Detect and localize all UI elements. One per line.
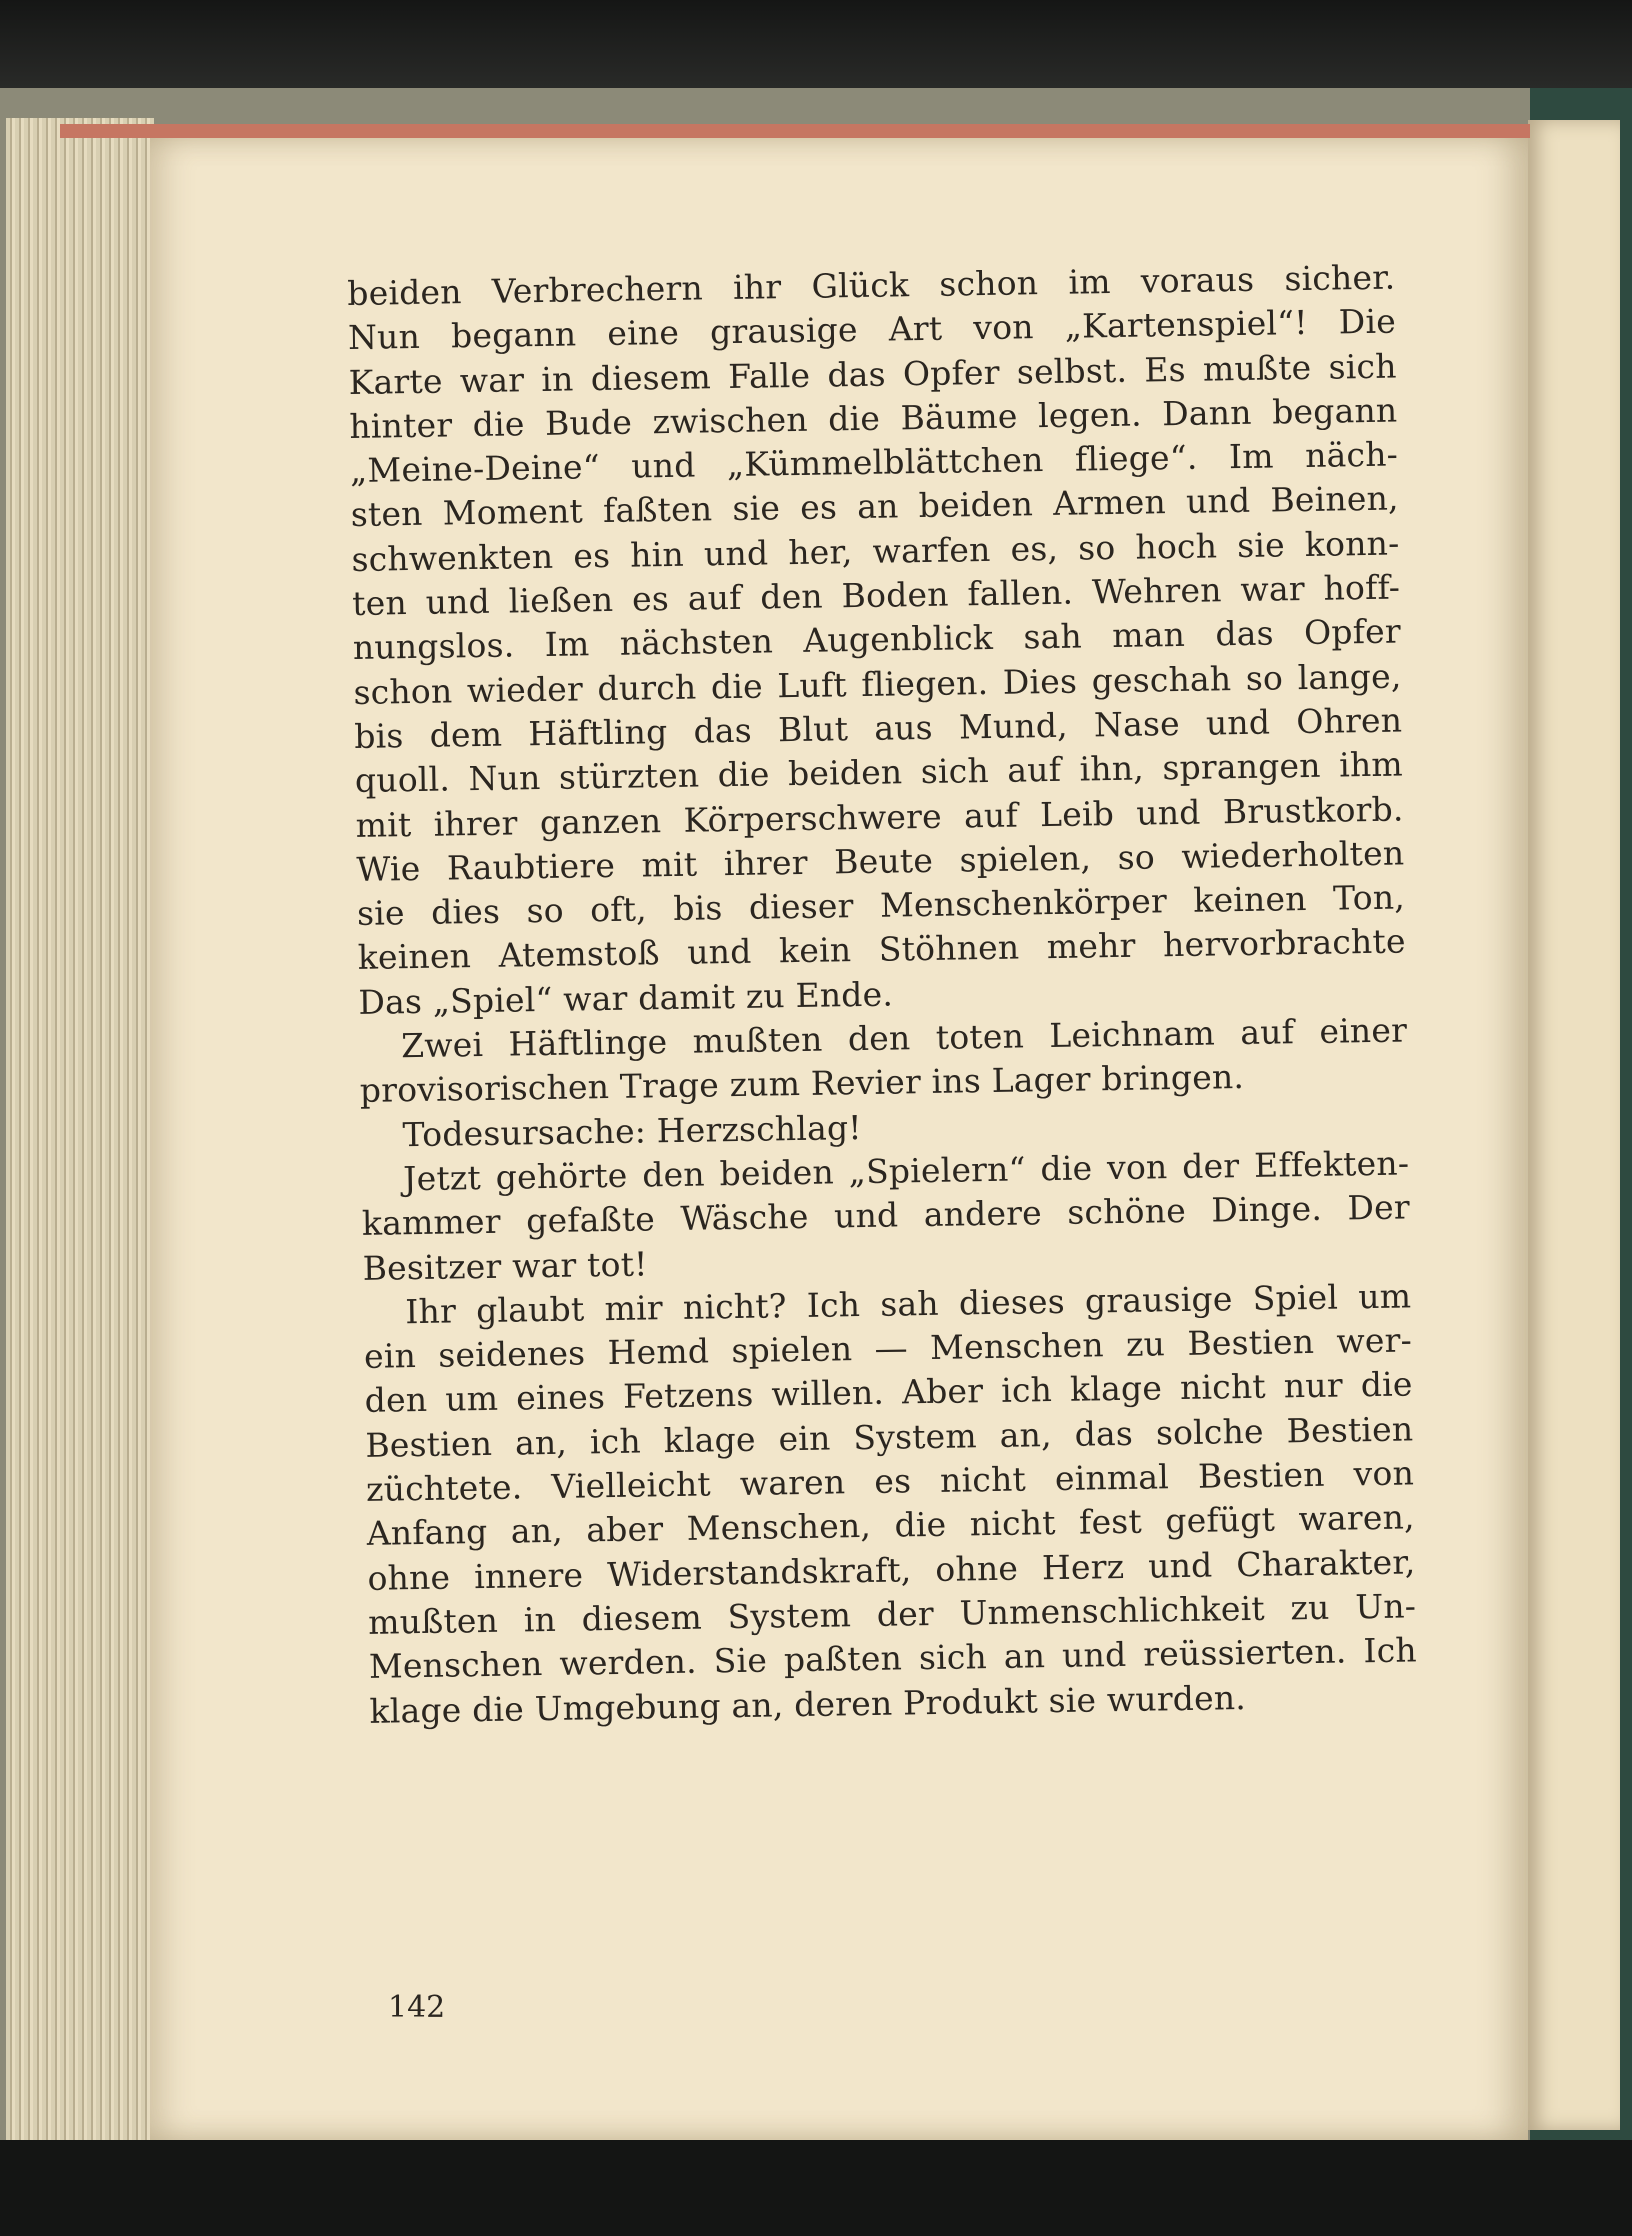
- text-line: hinter die Bude zwischen die Bäume legen. Dann begann: [349, 390, 1398, 446]
- text-line: keinen Atemstoß und kein Stöhnen mehr hervorbrachte: [357, 921, 1406, 978]
- text-line: Wie Raubtiere mit ihrer Beute spielen, so wiederholten: [356, 833, 1405, 889]
- text-line: „Meine-Deine“ und „Kümmelblättchen fliege“. Im näch-: [349, 434, 1399, 491]
- text-line: Besitzer war tot!: [362, 1243, 648, 1288]
- text-line: quoll. Nun stürzten die beiden sich auf ihn, sprangen ihm: [354, 744, 1404, 801]
- text-line: Jetzt gehörte den beiden „Spielern“ die von der Effekten-: [402, 1143, 1410, 1199]
- text-line: nungslos. Im nächsten Augenblick sah man das Opfer: [352, 611, 1402, 668]
- scan-background-bottom: [0, 2140, 1632, 2236]
- text-line: klage die Umgebung an, deren Produkt sie wurden.: [369, 1677, 1247, 1731]
- page-body-text: [347, 256, 1418, 1734]
- text-line: mußten in diesem System der Unmenschlichkeit zu Un-: [367, 1586, 1417, 1642]
- text-line: kammer gefaßte Wäsche und andere schöne Dinge. Der: [361, 1187, 1411, 1244]
- scan-background-top: [0, 0, 1632, 92]
- text-line: Nun begann eine grausige Art von „Kartenspiel“! Die: [347, 301, 1397, 358]
- text-line: ten und ließen es auf den Boden fallen. Wehren war hoff-: [351, 567, 1401, 624]
- text-line: sie dies so oft, bis dieser Menschenkörper keinen Ton,: [356, 877, 1406, 934]
- text-line: schon wieder durch die Luft fliegen. Dies geschah so lange,: [353, 656, 1402, 712]
- page-edges: [6, 118, 154, 2148]
- text-line: ohne innere Widerstandskraft, ohne Herz und Charakter,: [367, 1541, 1416, 1598]
- text-line: Bestien an, ich klage ein System an, das solche Bestien: [365, 1409, 1414, 1465]
- text-line: Menschen werden. Sie paßten sich an und reüssierten. Ich: [368, 1630, 1418, 1687]
- text-line: provisorischen Trage zum Revier ins Lager bringen.: [359, 1057, 1245, 1111]
- text-line: Todesursache: Herzschlag!: [402, 1107, 862, 1154]
- text-line: Ihr glaubt mir nicht? Ich sah dieses grausige Spiel um: [405, 1276, 1412, 1332]
- text-line: Karte war in diesem Falle das Opfer selbst. Es mußte sich: [348, 346, 1397, 402]
- page-number: 142: [388, 1990, 446, 2025]
- text-line: Anfang an, aber Menschen, die nicht fest gefügt waren,: [366, 1497, 1415, 1554]
- text-line: ein seidenes Hemd spielen — Menschen zu Bestien wer-: [363, 1320, 1413, 1376]
- red-top-edge: [60, 124, 1530, 138]
- text-line: züchtete. Vielleicht waren es nicht einmal Bestien von: [365, 1453, 1415, 1509]
- text-line: schwenkten es hin und her, warfen es, so hoch sie konn-: [351, 523, 1400, 579]
- text-line: mit ihrer ganzen Körperschwere auf Leib und Brustkorb.: [355, 789, 1404, 845]
- text-line: beiden Verbrechern ihr Glück schon im voraus sicher.: [347, 257, 1396, 313]
- text-line: den um eines Fetzens willen. Aber ich klage nicht nur die: [364, 1364, 1413, 1421]
- text-line: bis dem Häftling das Blut aus Mund, Nase und Ohren: [353, 700, 1403, 756]
- text-line: Das „Spiel“ war damit zu Ende.: [358, 974, 894, 1022]
- facing-page-edge: [1528, 120, 1620, 2130]
- text-line: Zwei Häftlinge mußten den toten Leichnam auf einer: [400, 1010, 1408, 1066]
- text-line: sten Moment faßten sie es an beiden Armen und Beinen,: [350, 478, 1399, 535]
